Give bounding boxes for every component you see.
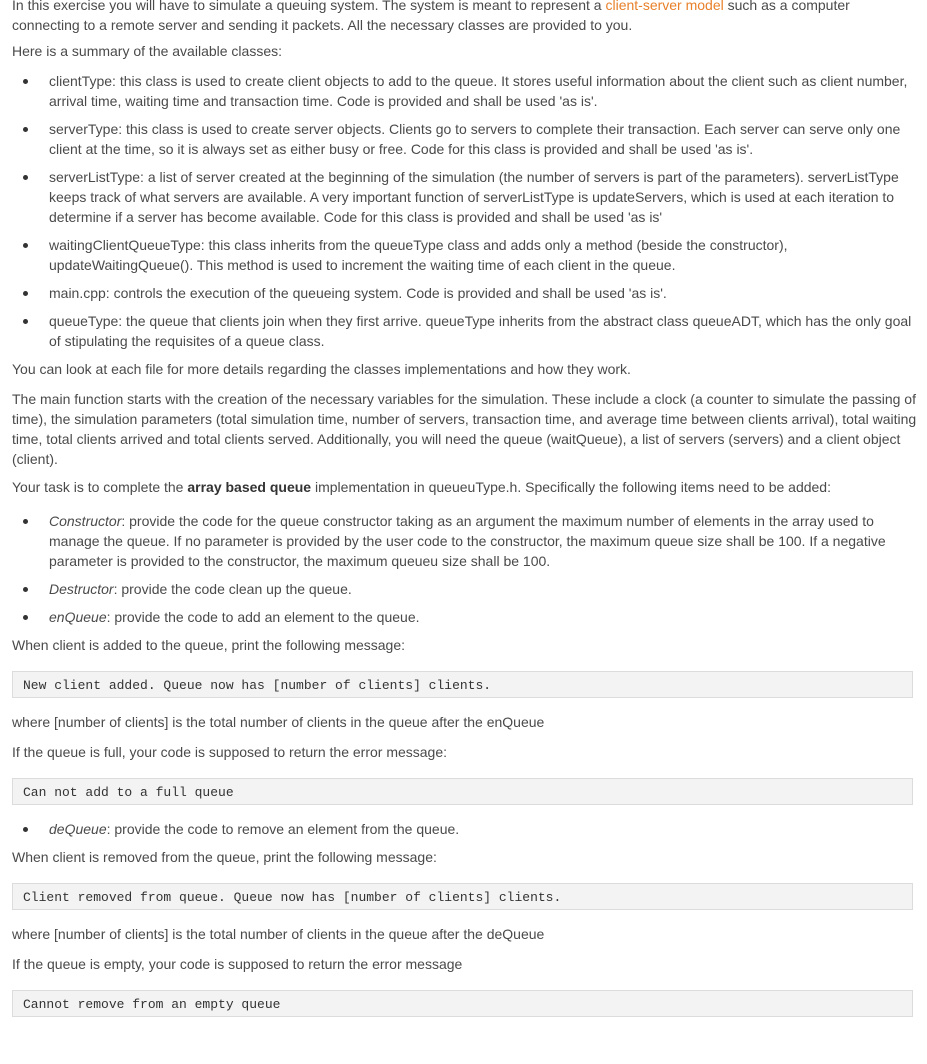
intro-text: In this exercise you will have to simulate a queuing system. The system is meant to represent a xyxy=(12,0,606,13)
list-item-destructor xyxy=(49,579,917,599)
item-name: Destructor xyxy=(49,581,114,597)
enqueue-full-code-block: Can not add to a full queue xyxy=(12,778,913,805)
dequeue-empty-intro: If the queue is empty, your code is supposed to return the error message xyxy=(12,956,463,972)
dequeue-where-text: where [number of clients] is the total number of clients in the queue after the deQueue xyxy=(12,926,545,942)
item-text: : provide the code to add an element to the queue. xyxy=(106,609,420,625)
item-name: Constructor xyxy=(49,513,122,529)
enqueue-message-intro: When client is added to the queue, print the following message: xyxy=(12,637,406,653)
assignment-document xyxy=(12,0,917,1017)
list-item-constructor xyxy=(49,511,917,571)
client-server-link[interactable]: client-server model xyxy=(605,0,724,13)
item-text: : provide the code clean up the queue. xyxy=(113,581,352,597)
enqueue-where-text: where [number of clients] is the total number of clients in the queue after the enQueue xyxy=(12,714,545,730)
enqueue-full-intro: If the queue is full, your code is supposed to return the error message: xyxy=(12,744,448,760)
list-item: waitingClientQueueType: this class inherits from the queueType class and adds only a method (beside the constructor), updateWaitingQueue(). This method is used to increment the waiting time of each client in the queue. xyxy=(49,235,917,275)
dequeue-list xyxy=(12,819,917,839)
item-text: : provide the code to remove an element from the queue. xyxy=(106,821,460,837)
items-list xyxy=(12,511,917,627)
dequeue-message-intro: When client is removed from the queue, print the following message: xyxy=(12,849,437,865)
list-item: serverListType: a list of server created at the beginning of the simulation (the number of servers is part of the parameters). serverListType keeps track of what servers are available. A very important function of serverListType is updateServers, which is used at each iteration to determine if a server has become available. Code for this class is provided and shall be used 'as is' xyxy=(49,167,917,227)
list-item-enqueue xyxy=(49,607,917,627)
enqueue-code-block: New client added. Queue now has [number of clients] clients. xyxy=(12,671,913,698)
task-paragraph xyxy=(12,477,917,497)
list-item: queueType: the queue that clients join when they first arrive. queueType inherits from the abstract class queueADT, which has the only goal of stipulating the requisites of a queue class. xyxy=(49,311,917,351)
list-item: serverType: this class is used to create server objects. Clients go to servers to complete their transaction. Each server can serve only one client at the time, so it is always set as either busy or free. Code for this class is provided and shall be used 'as is'. xyxy=(49,119,917,159)
intro-paragraph xyxy=(12,0,917,35)
item-name: deQueue xyxy=(49,821,107,837)
list-item-dequeue xyxy=(49,819,917,839)
task-text: Your task is to complete the xyxy=(12,479,188,495)
dequeue-code-block: Client removed from queue. Queue now has [number of clients] clients. xyxy=(12,883,913,910)
dequeue-empty-code-block: Cannot remove from an empty queue xyxy=(12,990,913,1017)
item-name: enQueue xyxy=(49,609,107,625)
main-paragraph: The main function starts with the creation of the necessary variables for the simulation. These include a clock (a counter to simulate the passing of time), the simulation parameters (total simulation time, number of servers, transaction time, and average time between clients arrival), total waiting time, total clients arrived and total clients served. Additionally, you will need the queue (waitQueue), a list of servers (servers) and a client object (client). xyxy=(12,391,917,467)
task-text-cont: implementation in queueuType.h. Specifically the following items need to be added: xyxy=(311,479,831,495)
task-bold: array based queue xyxy=(187,479,312,495)
item-text: : provide the code for the queue constructor taking as an argument the maximum number of elements in the array used to manage the queue. If no parameter is provided by the user code to the constructor, the maximum queue size shall be 100. If a negative parameter is provided to the constructor, the maximum queueu size shall be 100. xyxy=(49,513,886,569)
intro-text-cont: such as a computer connecting to a remote server and sending it packets. All the necessary classes are provided to you. xyxy=(12,0,850,33)
look-paragraph: You can look at each file for more details regarding the classes implementations and how they work. xyxy=(12,361,631,377)
classes-list xyxy=(12,71,917,351)
list-item: main.cpp: controls the execution of the queueing system. Code is provided and shall be used 'as is'. xyxy=(49,283,917,303)
summary-heading: Here is a summary of the available classes: xyxy=(12,43,282,59)
list-item: clientType: this class is used to create client objects to add to the queue. It stores useful information about the client such as client number, arrival time, waiting time and transaction time. Code is provided and shall be used 'as is'. xyxy=(49,71,917,111)
